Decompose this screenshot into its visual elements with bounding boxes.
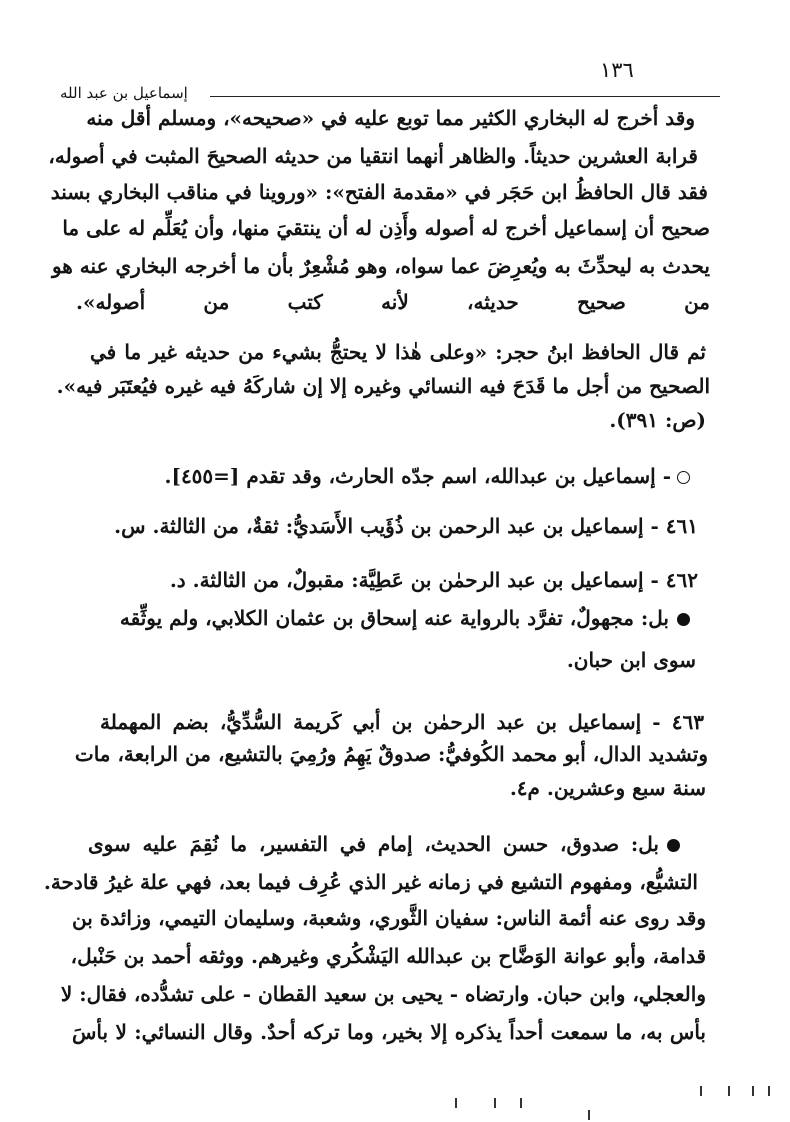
text-line: يحدث به ليحدِّثَ به ويُعرِضَ عما سواه، وهو مُشْعِرٌ بأن ما أخرجه البخاري عنه هو <box>51 254 710 278</box>
comment-line: سوى ابن حبان. <box>566 648 696 672</box>
scan-mark <box>768 1086 770 1096</box>
ring-marker-icon <box>677 471 690 484</box>
comment-line <box>120 604 690 632</box>
comment-line: قدامة، وأبو عوانة الوَضَّاح بن عبدالله اليَشْكُري وغيرهم. ووثقه أحمد بن حَنْبل، <box>70 944 706 968</box>
comment-line <box>88 830 680 858</box>
entry-line: ٤٦١ - إسماعيل بن عبد الرحمن بن ذُؤَيب الأَسَديُّ: ثقةٌ، من الثالثة. س. <box>114 514 698 538</box>
comment-text: بل: صدوق، حسن الحديث، إمام في التفسير، ما نُقِمَ عليه سوى <box>88 832 659 856</box>
text-line: الصحيح من أجل ما قَدَحَ فيه النسائي وغيره إلا إن شاركَهُ فيه غيره فيُعتَبَر فيه». <box>56 374 710 398</box>
page-number: ١٣٦ <box>600 58 634 82</box>
comment-line: التشيُّع، ومفهوم التشيع في زمانه غير الذي عُرِف فيما بعد، فهي علة غيرُ قادحة. <box>43 870 698 894</box>
text-line: من صحيح حديثه، لأنه كتب من أصوله». <box>76 290 710 314</box>
scan-mark <box>494 1098 496 1108</box>
comment-line: بأس به، ما سمعت أحداً يذكره إلا بخير، وما تركه أحدٌ. وقال النسائي: لا بأسَ <box>72 1020 706 1044</box>
entry-line: وتشديد الدال، أبو محمد الكُوفيُّ: صدوقٌ يَهِمُ ورُمِيَ بالتشيع، من الرابعة، مات <box>74 742 708 766</box>
scan-mark <box>700 1086 702 1096</box>
entry-line: سنة سبع وعشرين. م٤. <box>509 776 706 800</box>
running-head <box>60 56 670 106</box>
comment-text: بل: مجهولٌ، تفرَّد بالرواية عنه إسحاق بن عثمان الكلابي، ولم يوثِّقه <box>119 606 669 630</box>
comment-line: وقد روى عنه أئمة الناس: سفيان الثَّوري، وشعبة، وسليمان التيمي، وزائدة بن <box>72 906 706 930</box>
comment-line: والعجلي، وابن حبان. وارتضاه - يحيى بن سعيد القطان - على تشدُّده، فقال: لا <box>60 982 706 1006</box>
text-line: صحيح أن إسماعيل أخرج له أصوله وأَذِن له أن ينتقيَ منها، وأن يُعَلِّم له على ما <box>62 216 710 240</box>
text-line: (ص: ٣٩١). <box>609 408 706 432</box>
text-line: وقد أخرج له البخاري الكثير مما توبع عليه في «صحيحه»، ومسلم أقل منه <box>86 106 695 130</box>
entry-line: ٤٦٢ - إسماعيل بن عبد الرحمٰن بن عَطِيَّة: مقبولٌ، من الثالثة. د. <box>169 568 698 592</box>
scan-mark <box>728 1086 730 1096</box>
bullet-icon <box>677 613 690 626</box>
entry-line: ٤٦٣ - إسماعيل بن عبد الرحمٰن بن أبي كَريمة السُّدِّيُّ، بضم المهملة <box>100 710 704 734</box>
header-rule <box>210 96 720 97</box>
scan-mark <box>752 1086 754 1096</box>
scan-mark <box>520 1098 522 1108</box>
scan-mark <box>455 1098 457 1108</box>
scan-mark <box>588 1110 590 1120</box>
entry-text: - إسماعيل بن عبدالله، اسم جدّه الحارث، وقد تقدم [=٤٥٥]. <box>164 464 671 488</box>
running-title: إسماعيل بن عبد الله <box>60 84 188 102</box>
text-line: ثم قال الحافظ ابنُ حجر: «وعلى هٰذا لا يحتجُّ بشيء من حديثه غير ما في <box>90 340 707 364</box>
bullet-icon <box>667 839 680 852</box>
entry-line <box>165 462 691 490</box>
text-line: قرابة العشرين حديثاً. والظاهر أنهما انتقيا من حديثه الصحيحَ المثبت في أصوله، <box>48 144 698 168</box>
text-line: فقد قال الحافظُ ابن حَجَر في «مقدمة الفتح»: «وروينا في مناقب البخاري بسند <box>50 180 708 204</box>
